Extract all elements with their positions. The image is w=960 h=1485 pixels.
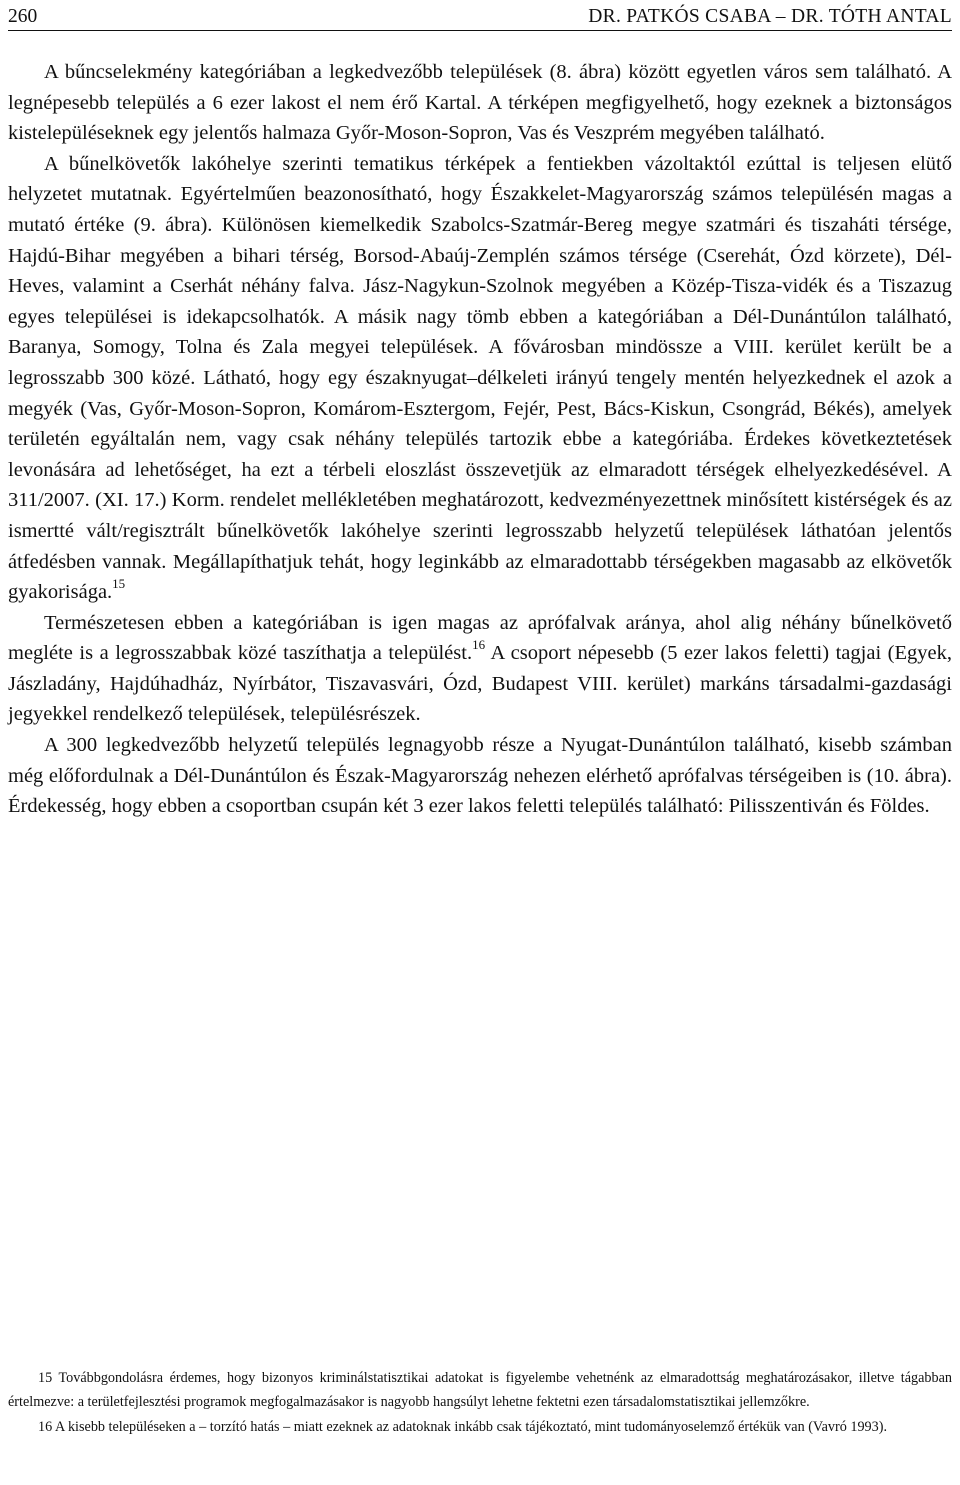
paragraph-text-continued: A csoport népesebb (5 ezer lakos feletti) tagjai (Egyek, Jászladány, Hajdúhadház, Nyírbátor, Tiszavasvári, Ózd, Budapest VIII. kerület) markáns társadalmi-gazdasági jegyekkel rendelkező települések, településrészek.: [8, 642, 952, 726]
footnotes: [8, 1366, 952, 1439]
paragraph: [8, 149, 952, 608]
document-page: [8, 0, 952, 1485]
footnote: 16 A kisebb településeken a – torzító hatás – miatt ezeknek az adatoknak inkább csak tájékoztató, mint tudományoselemző értékük van (Vavró 1993).: [38, 1418, 888, 1435]
paragraph-text: A 300 legkedvezőbb helyzetű település legnagyobb része a Nyugat-Dunántúlon található, kisebb számban még előfordulnak a Dél-Dunántúlon és Észak-Magyarország nehezen elérhető aprófalvas térségeiben is (10. ábra). Érdekesség, hogy ebben a csoportban csupán két 3 ezer lakos feletti település található: Pilisszentiván és Földes.: [8, 734, 952, 818]
running-header: [8, 2, 952, 31]
footnote-reference: 16: [472, 637, 486, 653]
body-text: [8, 57, 952, 822]
paragraph: [8, 730, 952, 822]
paragraph-text: A bűncselekmény kategóriában a legkedvezőbb települések (8. ábra) között egyetlen város sem található. A legnépesebb település a 6 ezer lakost el nem érő Kartal. A térképen megfigyelhető, hogy ezeknek a biztonságos kistelepüléseknek egy jelentős halmaza Győr-Moson-Sopron, Vas és Veszprém megyében található.: [8, 61, 952, 145]
paragraph-text: A bűnelkövetők lakóhelye szerinti tematikus térképek a fentiekben vázoltaktól ezúttal is teljesen elütő helyzetet mutatnak. Egyértelműen beazonosítható, hogy Északkelet-Magyarország számos településén magas a mutató értéke (9. ábra). Különösen kiemelkedik Szabolcs-Szatmár-Bereg megye szatmári és tiszaháti térsége, Hajdú-Bihar megyében a bihari térség, Borsod-Abaúj-Zemplén számos térsége (Cserehát, Ózd körzete), Dél-Heves, valamint a Cserhát néhány falva. Jász-Nagykun-Szolnok megyében a Közép-Tisza-vidék és a Tiszazug egyes települései is idekapcsolhatók. A másik nagy tömb ebben a kategóriában a Dél-Dunántúlon található, Baranya, Somogy, Tolna és Zala megyei települések. A fővárosban mindössze a VIII. kerület került be a legrosszabb 300 közé. Látható, hogy egy északnyugat–délkeleti irányú tengely mentén helyezkednek el azok a megyék (Vas, Győr-Moson-Sopron, Komárom-Esztergom, Fejér, Pest, Bács-Kiskun, Csongrád, Békés), amelyek területén egyáltalán nem, vagy csak néhány település tartozik ebbe a kategóriába. Érdekes következtetések levonására ad lehetőséget, ha ezt a térbeli eloszlást összevetjük az elmaradott térségek elhelyezkedésével. A 311/2007. (XI. 17.) Korm. rendelet mellékletében meghatározott, kedvezményezettnek minősített kistérségek és az ismertté vált/regisztrált bűnelkövetők lakóhelye szerinti legrosszabb helyzetű települések láthatóan jelentős átfedésben vannak. Megállapíthatjuk tehát, hogy leginkább az elmaradottabb térségekben magasabb az elkövetők gyakorisága.: [8, 152, 952, 604]
paragraph: [8, 57, 952, 149]
paragraph-text: Természetesen ebben a kategóriában is igen magas az aprófalvak aránya, ahol alig néhány bűnelkövető megléte is a legrosszabbak közé taszíthatja a települést.: [8, 611, 952, 665]
footnote-reference: 15: [112, 576, 126, 592]
footnote: 15 Továbbgondolásra érdemes, hogy bizonyos kriminálstatisztikai adatokat is figyelembe vehetnénk az elmaradottság meghatározásakor, illetve tágabban értelmezve: a területfejlesztési programok megfogalmazásakor is nagyobb hangsúlyt lehetne fektetni ezen társadalomstatisztikai jellemzőkre.: [8, 1370, 952, 1411]
page-number: 260: [8, 6, 38, 27]
paragraph: [8, 608, 952, 730]
header-authors: DR. PATKÓS CSABA – DR. TÓTH ANTAL: [588, 6, 952, 27]
